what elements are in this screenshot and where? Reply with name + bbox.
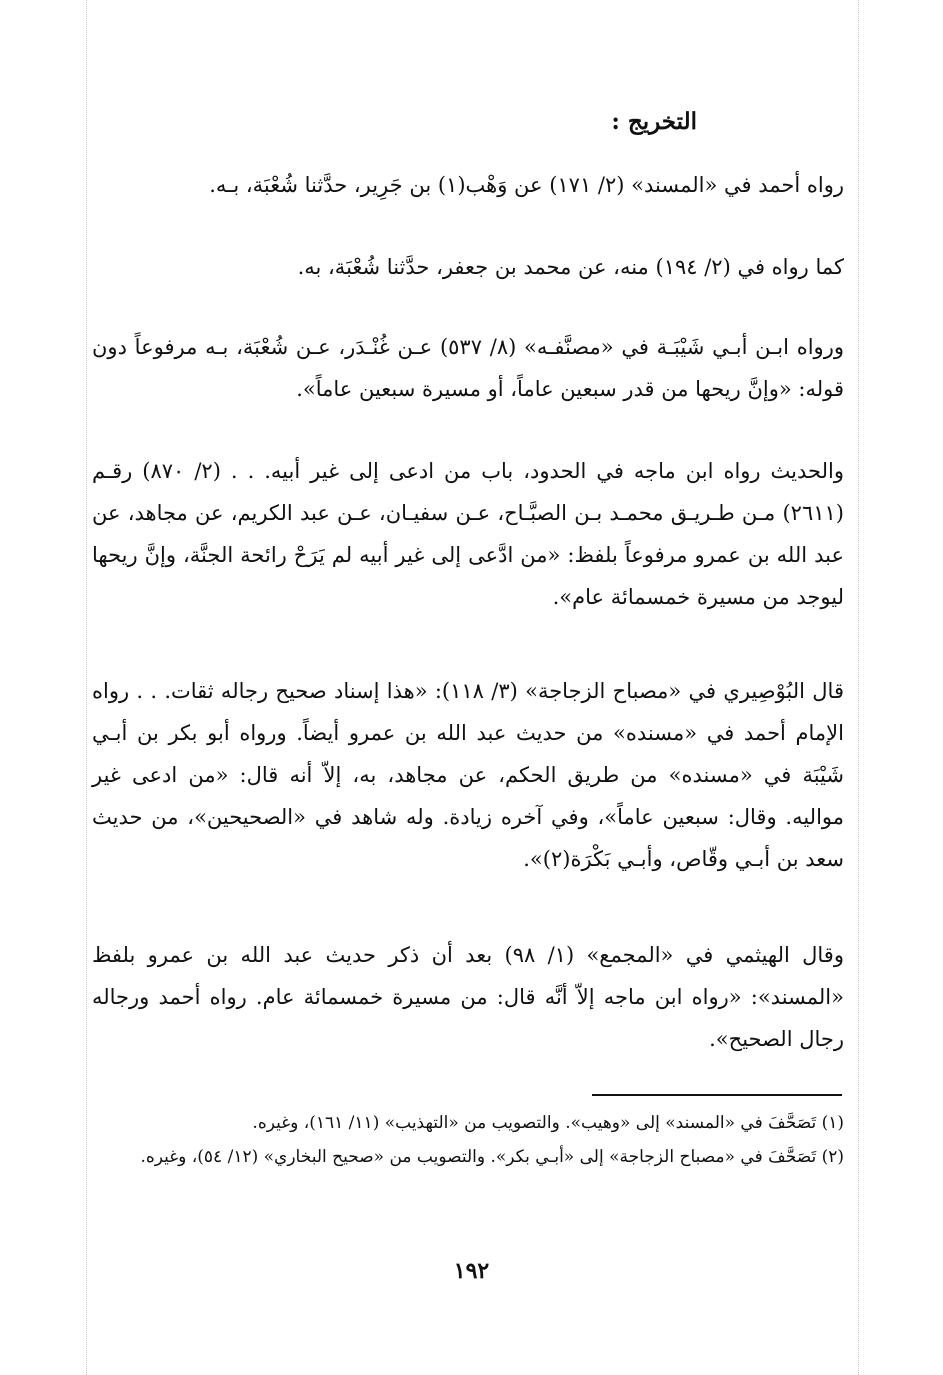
footnote-2: (٢) تَصَحَّفَ في «مصباح الزجاجة» إلى «أبـي بكر». والتصويب من «صحيح البخاري» (١٢/ ٥٤)، وغيره. [140, 1147, 844, 1167]
footnote-1: (١) تَصَحَّفَ في «المسند» إلى «وهيب». والتصويب من «التهذيب» (١١/ ١٦١)، وغيره. [252, 1113, 844, 1133]
section-heading: التخريج : [611, 108, 697, 135]
page-number: ١٩٢ [453, 1258, 490, 1284]
paragraph-4: والحديث رواه ابن ماجه في الحدود، باب من ادعى إلى غير أبيه. . . (٢/ ٨٧٠) رقـم (٢٦١١) مـن طـريـق محمـد بـن الصبَّـاح، عـن سفيـان، عـن عبد الكريم، عن مجاهد، عن عبد الله بن عمرو مرفوعاً بلفظ: «من ادَّعى إلى غير أبيه لم يَرَحْ رائحة الجنَّة، وإنَّ ريحها ليوجد من مسيرة خمسمائة عام». [92, 459, 844, 609]
paragraph-1: رواه أحمد في «المسند» (٢/ ١٧١) عن وَهْب(١) بن جَرِير، حدَّثنا شُعْبَة، بـه. [209, 173, 844, 197]
page-edge-dotted-line-right [858, 0, 859, 1375]
paragraph-2: كما رواه في (٢/ ١٩٤) منه، عن محمد بن جعفر، حدَّثنا شُعْبَة، به. [297, 255, 844, 279]
page-edge-dotted-line-left [86, 0, 87, 1375]
paragraph-5: قال البُوْصِيري في «مصباح الزجاجة» (٣/ ١١٨): «هذا إسناد صحيح رجاله ثقات. . . رواه الإمام أحمد في «مسنده» من حديث عبد الله بن عمرو أيضاً. ورواه أبو بكر بن أبـي شَيْبَة في «مسنده» من طريق الحكم، عن مجاهد، به، إلاّ أنه قال: «من ادعى غير مواليه. وقال: سبعين عاماً»، وفي آخره زيادة. وله شاهد في «الصحيحين»، من حديث سعد بن أبـي وقّاص، وأبـي بَكْرَة(٢)». [92, 679, 844, 871]
paragraph-6: وقال الهيثمي في «المجمع» (١/ ٩٨) بعد أن ذكر حديث عبد الله بن عمرو بلفظ «المسند»: «رواه ابن ماجه إلاّ أنَّه قال: من مسيرة خمسمائة عام. رواه أحمد ورجاله رجال الصحيح». [92, 943, 844, 1051]
footnotes [92, 1106, 844, 1174]
footnote-separator [592, 1094, 842, 1096]
paragraph-3: ورواه ابـن أبـي شَيْبَـة في «مصنَّفـه» (٨/ ٥٣٧) عـن غُنْـدَر، عـن شُعْبَة، بـه مرفوعاً دون قوله: «وإنَّ ريحها من قدر سبعين عاماً، أو مسيرة سبعين عاماً». [92, 335, 844, 401]
